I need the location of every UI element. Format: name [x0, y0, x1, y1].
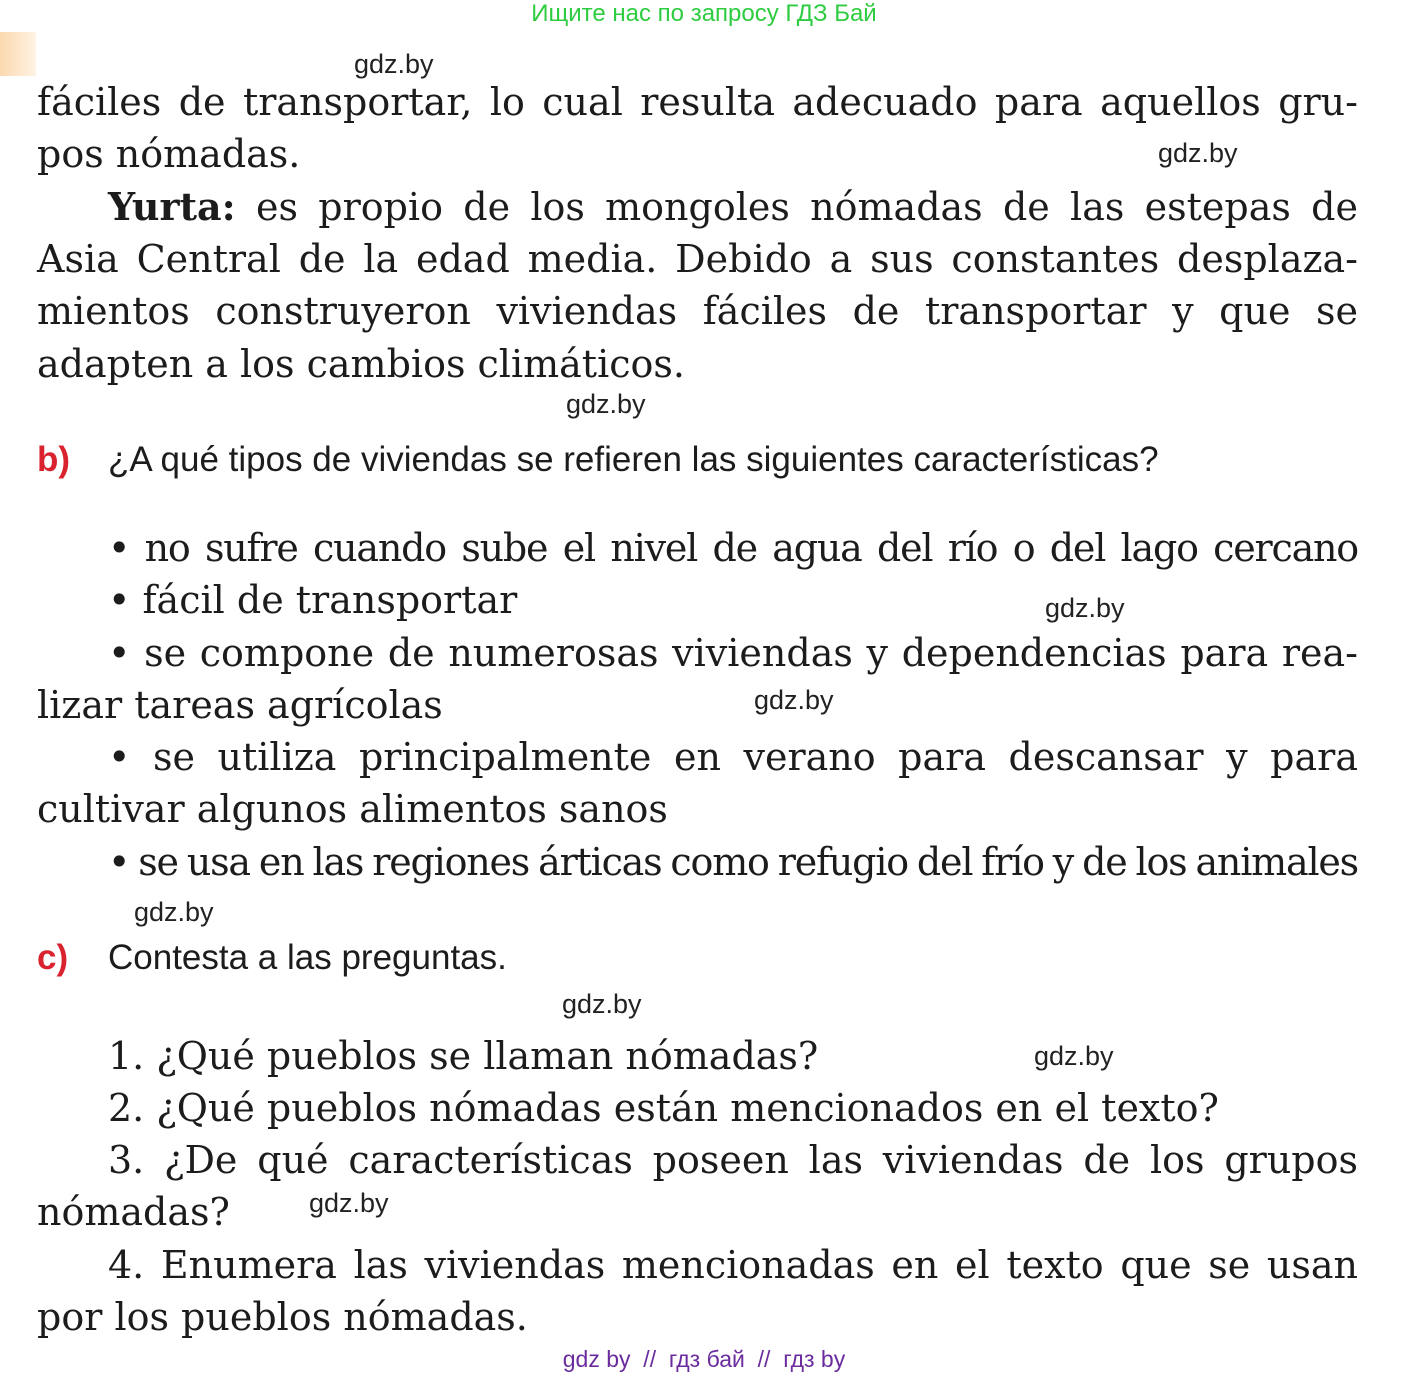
- watermark: gdz.by: [566, 389, 646, 419]
- watermark: gdz.by: [754, 685, 834, 715]
- bullet-item-4-line-2: cultivar algunos alimentos sanos: [37, 787, 668, 831]
- bullet-item-4-line-1: • se utiliza principalmente en verano para descansar y para: [108, 735, 1358, 779]
- paragraph-2-line-4: adapten a los cambios climáticos.: [37, 342, 685, 386]
- bullet-item-5: • se usa en las regiones árticas como refugio del frío y de los animales: [108, 840, 1358, 884]
- paragraph-2-line-1: [108, 181, 1358, 233]
- question-3-line-1: 3. ¿De qué características poseen las viviendas de los grupos: [108, 1138, 1358, 1182]
- watermark: gdz.by: [1034, 1041, 1114, 1071]
- question-3-line-2: nómadas?: [37, 1190, 230, 1234]
- section-b-letter: b): [37, 440, 71, 479]
- paragraph-2-line-2: Asia Central de la edad media. Debido a sus constantes desplaza-: [37, 237, 1358, 281]
- corner-decoration: [0, 32, 36, 76]
- yurta-term: Yurta:: [108, 184, 236, 229]
- watermark: gdz.by: [1158, 138, 1238, 168]
- watermark: gdz.by: [134, 897, 214, 927]
- watermark: gdz.by: [562, 989, 642, 1019]
- bullet-item-3-line-2: lizar tareas agrícolas: [37, 683, 443, 727]
- question-2: 2. ¿Qué pueblos nómadas están mencionados en el texto?: [108, 1086, 1219, 1130]
- bullet-item-1: • no sufre cuando sube el nivel de agua del río o del lago cercano: [108, 526, 1358, 570]
- section-c-letter: c): [37, 938, 69, 977]
- footer-links: gdz by // гдз бай // гдз by: [562, 1346, 846, 1372]
- bullet-item-2: • fácil de transportar: [108, 578, 518, 622]
- section-c-prompt: Contesta a las preguntas.: [108, 938, 507, 977]
- watermark: gdz.by: [309, 1188, 389, 1218]
- watermark: gdz.by: [354, 49, 434, 79]
- question-1: 1. ¿Qué pueblos se llaman nómadas?: [108, 1034, 819, 1078]
- question-4-line-1: 4. Enumera las viviendas mencionadas en el texto que se usan: [108, 1243, 1358, 1287]
- bullet-item-3-line-1: • se compone de numerosas viviendas y dependencias para rea-: [108, 631, 1358, 675]
- section-b-prompt: ¿A qué tipos de viviendas se refieren las siguientes características?: [108, 440, 1159, 479]
- watermark: gdz.by: [1045, 593, 1125, 623]
- top-banner: Ищите нас по запросу ГДЗ Бай: [531, 0, 877, 27]
- paragraph-1-line-2: pos nómadas.: [37, 132, 301, 176]
- paragraph-1-line-1: fáciles de transportar, lo cual resulta adecuado para aquellos gru-: [37, 80, 1358, 124]
- question-4-line-2: por los pueblos nómadas.: [37, 1295, 528, 1339]
- paragraph-2-line-1-text: es propio de los mongoles nómadas de las estepas de: [255, 185, 1358, 229]
- paragraph-2-line-3: mientos construyeron viviendas fáciles de transportar y que se: [37, 289, 1358, 333]
